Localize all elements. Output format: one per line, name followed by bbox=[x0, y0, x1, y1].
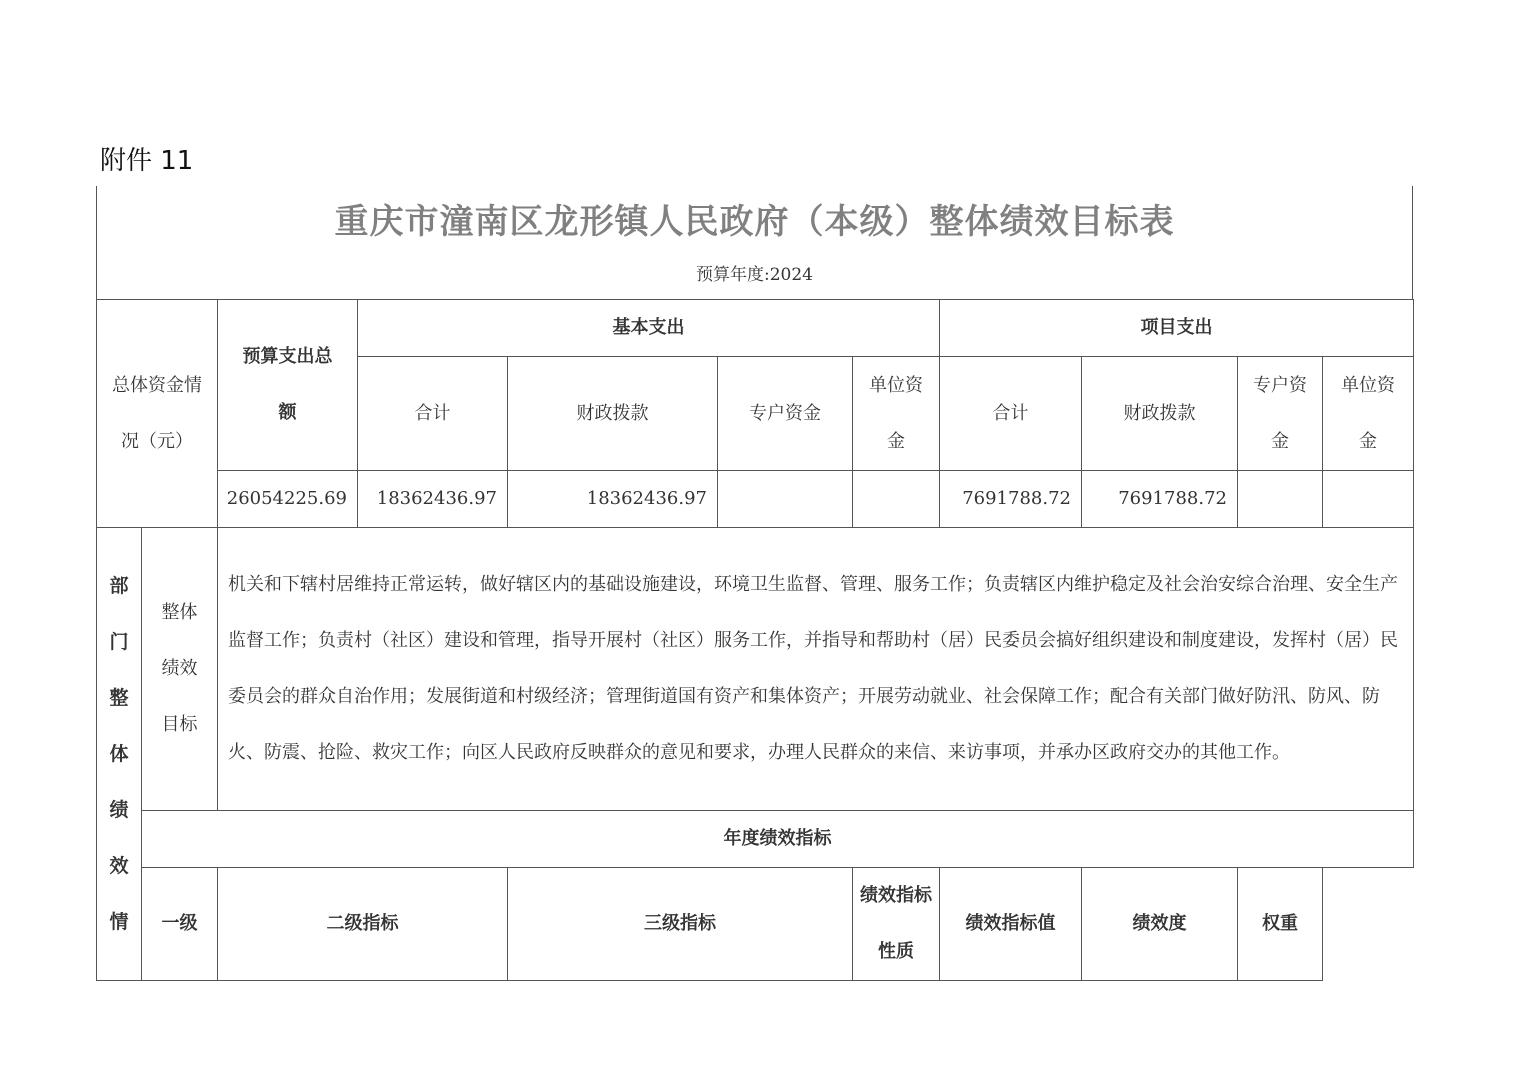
basic-total-value: 18362436.97 bbox=[358, 471, 508, 528]
attachment-label: 附件 11 bbox=[100, 146, 194, 176]
basic-special-value bbox=[718, 471, 853, 528]
level3-header: 三级指标 bbox=[508, 868, 853, 981]
weight-header: 权重 bbox=[1238, 868, 1323, 981]
overall-goal-text: 机关和下辖村居维持正常运转，做好辖区内的基础设施建设，环境卫生监督、管理、服务工作；负责辖区内维护稳定及社会治安综合治理、安全生产监督工作；负责村（社区）建设和管理，指导开展村（社区）服务工作，并指导和帮助村（居）民委员会搞好组织建设和制度建设，发挥村（居）民委员会的群众自治作用；发展街道和村级经济；管理街道国有资产和集体资产；开展劳动就业、社会保障工作；配合有关部门做好防汛、防风、防火、防震、抢险、救灾工作；向区人民政府反映群众的意见和要求，办理人民群众的来信、来访事项，并承办区政府交办的其他工作。 bbox=[218, 528, 1414, 811]
project-special-value bbox=[1238, 471, 1323, 528]
annual-indicators-title: 年度绩效指标 bbox=[142, 811, 1414, 868]
project-special-header: 专户资金 bbox=[1238, 357, 1323, 471]
basic-total-header: 合计 bbox=[358, 357, 508, 471]
overall-goal-label: 整体绩效目标 bbox=[142, 528, 218, 811]
basic-fiscal-value: 18362436.97 bbox=[508, 471, 718, 528]
project-unit-header: 单位资金 bbox=[1323, 357, 1414, 471]
basic-unit-value bbox=[853, 471, 940, 528]
basic-expense-header: 基本支出 bbox=[358, 300, 940, 357]
basic-unit-header: 单位资金 bbox=[853, 357, 940, 471]
budget-year: 预算年度:2024 bbox=[696, 265, 813, 285]
project-total-value: 7691788.72 bbox=[940, 471, 1082, 528]
nature-header: 绩效指标性质 bbox=[853, 868, 940, 981]
project-unit-value bbox=[1323, 471, 1414, 528]
funds-row-label: 总体资金情况（元） bbox=[97, 300, 218, 528]
total-header: 预算支出总额 bbox=[218, 300, 358, 471]
value-header: 绩效指标值 bbox=[940, 868, 1082, 981]
basic-special-header: 专户资金 bbox=[718, 357, 853, 471]
level1-header: 一级 bbox=[142, 868, 218, 981]
degree-header: 绩效度 bbox=[1082, 868, 1238, 981]
total-value: 26054225.69 bbox=[218, 471, 358, 528]
project-total-header: 合计 bbox=[940, 357, 1082, 471]
level2-header: 二级指标 bbox=[218, 868, 508, 981]
basic-fiscal-header: 财政拨款 bbox=[508, 357, 718, 471]
project-expense-header: 项目支出 bbox=[940, 300, 1414, 357]
performance-table bbox=[96, 299, 1414, 981]
project-fiscal-value: 7691788.72 bbox=[1082, 471, 1238, 528]
project-fiscal-header: 财政拨款 bbox=[1082, 357, 1238, 471]
document-title: 重庆市潼南区龙形镇人民政府（本级）整体绩效目标表 bbox=[334, 202, 1175, 242]
department-side-label: 部门整体绩效情 bbox=[97, 528, 142, 981]
